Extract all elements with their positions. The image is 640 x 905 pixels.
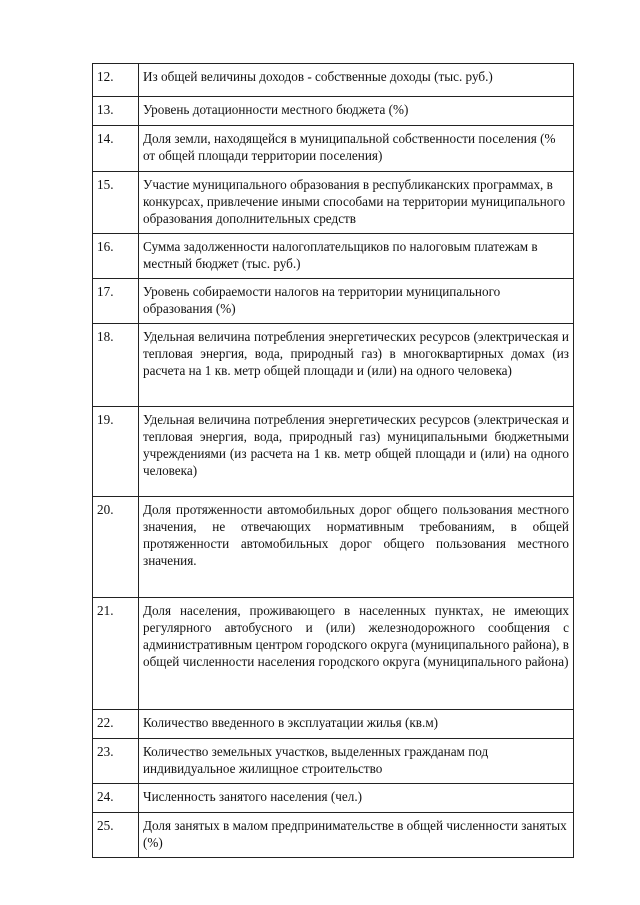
row-number: 21.	[93, 598, 139, 710]
row-number: 15.	[93, 172, 139, 234]
row-number: 25.	[93, 813, 139, 858]
table-row	[93, 497, 574, 598]
row-number: 12.	[93, 64, 139, 97]
row-text: Количество земельных участков, выделенных гражданам под индивидуальное жилищное строительство	[139, 739, 574, 784]
table-row	[93, 598, 574, 710]
row-number: 22.	[93, 710, 139, 739]
row-text: Доля земли, находящейся в муниципальной собственности поселения (% от общей площади территории поселения)	[139, 126, 574, 172]
table-row	[93, 279, 574, 324]
row-text: Численность занятого населения (чел.)	[139, 784, 574, 813]
row-number: 16.	[93, 234, 139, 279]
row-text: Участие муниципального образования в республиканских программах, в конкурсах, привлечение иными способами на территории муниципального образования дополнительных средств	[139, 172, 574, 234]
row-text: Уровень дотационности местного бюджета (%)	[139, 97, 574, 126]
table-row	[93, 172, 574, 234]
table-row	[93, 234, 574, 279]
indicators-table	[92, 63, 574, 858]
row-text: Доля занятых в малом предпринимательстве в общей численности занятых (%)	[139, 813, 574, 858]
row-number: 24.	[93, 784, 139, 813]
row-text: Удельная величина потребления энергетических ресурсов (электрическая и тепловая энергия, вода, природный газ) муниципальными бюджетными учреждениями (из расчета на 1 кв. метр общей площади и (или) на одного человека)	[139, 407, 574, 497]
row-text: Из общей величины доходов - собственные доходы (тыс. руб.)	[139, 64, 574, 97]
table-row	[93, 813, 574, 858]
row-number: 13.	[93, 97, 139, 126]
row-text: Удельная величина потребления энергетических ресурсов (электрическая и тепловая энергия, вода, природный газ) в многоквартирных домах (из расчета на 1 кв. метр общей площади и (или) на одного человека)	[139, 324, 574, 407]
table-row	[93, 126, 574, 172]
row-number: 18.	[93, 324, 139, 407]
row-text: Сумма задолженности налогоплательщиков по налоговым платежам в местный бюджет (тыс. руб.)	[139, 234, 574, 279]
table-row	[93, 739, 574, 784]
row-number: 20.	[93, 497, 139, 598]
table-row	[93, 784, 574, 813]
table-row	[93, 710, 574, 739]
table-row	[93, 64, 574, 97]
table-row	[93, 97, 574, 126]
row-text: Доля протяженности автомобильных дорог общего пользования местного значения, не отвечающих нормативным требованиям, в общей протяженности автомобильных дорог общего пользования местного значения.	[139, 497, 574, 598]
row-number: 19.	[93, 407, 139, 497]
row-text: Уровень собираемости налогов на территории муниципального образования (%)	[139, 279, 574, 324]
row-text: Доля населения, проживающего в населенных пунктах, не имеющих регулярного автобусного и (или) железнодорожного сообщения с административным центром городского округа (муниципального района), в общей численности населения городского округа (муниципального района)	[139, 598, 574, 710]
table-row	[93, 324, 574, 407]
row-text: Количество введенного в эксплуатации жилья (кв.м)	[139, 710, 574, 739]
row-number: 17.	[93, 279, 139, 324]
row-number: 23.	[93, 739, 139, 784]
table-row	[93, 407, 574, 497]
row-number: 14.	[93, 126, 139, 172]
